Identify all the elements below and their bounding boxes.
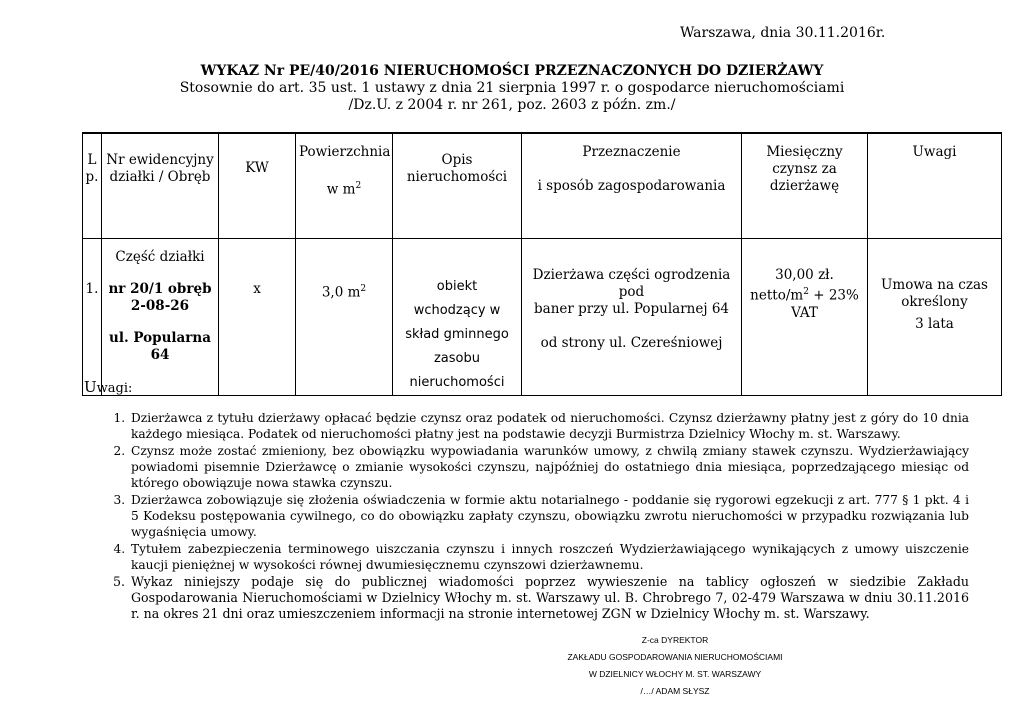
cell-przeznaczenie: Dzierżawa części ogrodzenia pod baner przy ul. Popularnej 64 od strony ul. Czereśniowej [522,239,742,396]
legal-basis-line-1: Stosownie do art. 35 ust. 1 ustawy z dnia 21 sierpnia 1997 r. o gospodarce nieruchomościami [179,80,845,96]
table-header-row [83,133,1002,239]
cell-opis: obiekt wchodzący w skład gminnego zasobu nieruchomości [393,239,522,396]
header-opis: Opis nieruchomości [393,133,522,239]
cell-powierzchnia: 3,0 $m^2$ [296,239,393,396]
signature-block [540,632,810,700]
notes-heading: Uwagi: [84,378,133,396]
document-title: WYKAZ Nr PE/40/2016 NIERUCHOMOŚCI PRZEZNACZONYCH DO DZIERŻAWY [200,63,824,79]
table-row [83,239,1002,396]
header-powierzchnia: Powierzchnia w $m^2$ [296,133,393,239]
header-czynsz: Miesięczny czynsz za dzierżawę [742,133,868,239]
cell-uwagi: Umowa na czas określony 3 lata [868,239,1002,396]
property-table [82,132,1002,396]
header-nr-ewidencyjny: Nr ewidencyjny działki / Obręb [102,133,219,239]
cell-czynsz: 30,00 zł. netto/$m^2 + 23\%$ VAT [742,239,868,396]
header-przeznaczenie: Przeznaczenie i sposób zagospodarowania [522,133,742,239]
cell-dzialka: Część działki nr 20/1 obręb 2-08-26 ul. Popularna 64 [102,239,219,396]
title-block [0,63,1024,114]
signature-institution: ZAKŁADU GOSPODAROWANIA NIERUCHOMOŚCIAMI [567,652,783,662]
note-item: 4. Tytułem zabezpieczenia terminowego uiszczania czynszu i innych roszczeń Wydzierżawiającego wynikających z umowy uiszczenie kaucji pieniężnej w wysokości równej dwumiesięcznemu czynszowi dzierżawnemu. [129,541,969,573]
cell-lp: 1. [83,239,102,396]
signature-district: W DZIELNICY WŁOCHY M. ST. WARSZAWY [588,669,762,679]
note-item: 3. Dzierżawca zobowiązuje się złożenia oświadczenia w formie aktu notarialnego - poddanie się rygorowi egzekucji z art. 777 § 1 pkt. 4 i 5 Kodeksu postępowania cywilnego, co do obowiązku zapłaty czynszu, obowiązku zwrotu nieruchomości w przypadku rozwiązania lub wygaśnięcia umowy. [129,492,969,540]
signature-title: Z-ca DYREKTOR [641,635,709,645]
cell-kw: x [219,239,296,396]
header-uwagi: Uwagi [868,133,1002,239]
document-date: Warszawa, dnia 30.11.2016r. [680,25,886,41]
note-item: 2. Czynsz może zostać zmieniony, bez obowiązku wypowiadania warunków umowy, z chwilą zmiany stawek czynszu. Wydzierżawiający powiadomi pisemnie Dzierżawcę o zmianie wysokości czynszu, najpóźniej do ostatniego dnia miesiąca, poprzedzającego miesiąc od którego obowiązuje nowa stawka czynszu. [129,443,969,491]
header-lp: L p. [83,133,102,239]
header-kw: KW [219,133,296,239]
legal-basis-line-2: /Dz.U. z 2004 r. nr 261, poz. 2603 z późn. zm./ [348,97,676,113]
notes-list [97,410,969,623]
note-item: 1. Dzierżawca z tytułu dzierżawy opłacać będzie czynsz oraz podatek od nieruchomości. Czynsz dzierżawny płatny jest z góry do 10 dnia każdego miesiąca. Podatek od nieruchomości płatny jest na podstawie decyzji Burmistrza Dzielnicy Włochy m. st. Warszawy. [129,410,969,442]
signature-name: /…/ ADAM SŁYSZ [640,686,710,696]
note-item: 5. Wykaz niniejszy podaje się do publicznej wiadomości poprzez wywieszenie na tablicy ogłoszeń w siedzibie Zakładu Gospodarowania Nieruchomościami w Dzielnicy Włochy m. st. Warszawy ul. B. Chrobrego 7, 02-479 Warszawa w dniu 30.11.2016 r. na okres 21 dni oraz umieszczeniem informacji na stronie internetowej ZGN w Dzielnicy Włochy m. st. Warszawy. [129,574,969,622]
